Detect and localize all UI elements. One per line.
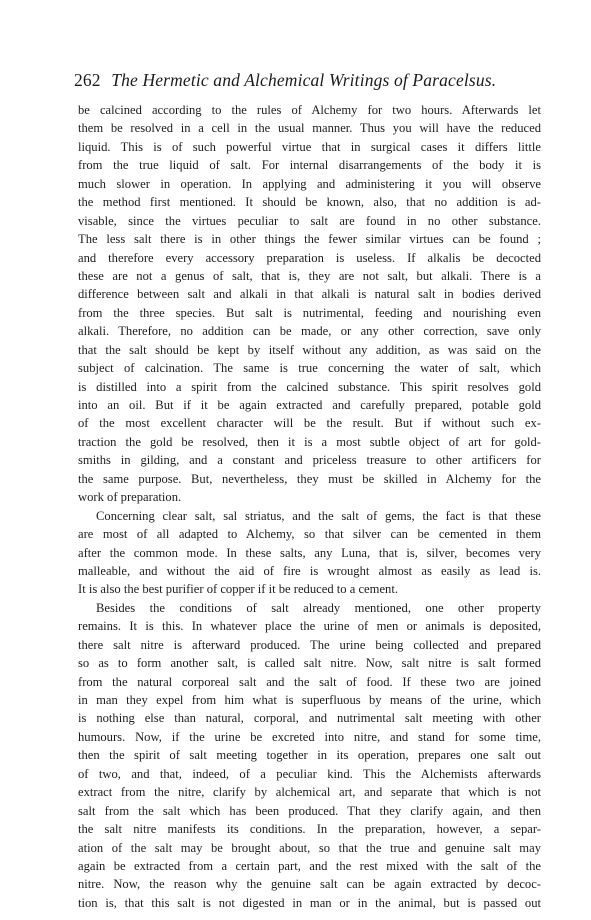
text-line: the salt nitre manifests its conditions. In the preparation, however, a separ- — [78, 822, 541, 837]
text-line: from the three species. But salt is nutrimental, feeding and nourishing even — [78, 305, 541, 320]
text-line: work of preparation. — [78, 490, 182, 505]
running-title: The Hermetic and Alchemical Writings of Paracelsus. — [111, 70, 497, 90]
text-line: from the true liquid of salt. For internal disarrangements of the body it is — [78, 158, 541, 173]
text-line: of two, and that, indeed, of a peculiar kind. This the Alchemists afterwards — [78, 766, 541, 781]
text-line: salt from the salt which has been produced. That they clarify again, and then — [78, 803, 541, 818]
text-line: Concerning clear salt, sal striatus, and the salt of gems, the fact is that these — [96, 508, 541, 523]
text-line: then the spirit of salt meeting together in its operation, prepares one salt out — [78, 748, 541, 763]
text-line: visable, since the virtues peculiar to salt are found in no other substance. — [78, 213, 541, 228]
text-line: malleable, and without the aid of fire is wrought almost as easily as lead is. — [78, 563, 541, 578]
text-line: of the most excellent character will be the result. But if without such ex- — [78, 416, 541, 431]
text-line: from the natural corporeal salt and the salt of food. If these two are joined — [78, 674, 541, 689]
body-text — [78, 101, 541, 912]
text-line: alkali. Therefore, no addition can be made, or any other correction, save only — [78, 324, 541, 339]
text-line: subject of calcination. The same is true concerning the water of salt, which — [78, 361, 541, 376]
text-line: are most of all adapted to Alchemy, so that silver can be cemented in them — [78, 527, 541, 542]
page-number: 262 — [74, 70, 101, 90]
text-line: smiths in gilding, and a constant and priceless treasure to other artificers for — [78, 453, 541, 468]
text-line: It is also the best purifier of copper if it be reduced to a cement. — [78, 582, 398, 597]
text-line: after the common mode. In these salts, any Luna, that is, silver, becomes very — [78, 545, 541, 560]
running-header — [74, 70, 544, 91]
text-line: remains. It is this. In whatever place the urine of men or animals is deposited, — [78, 619, 541, 634]
text-line: there salt nitre is afterward produced. The urine being collected and prepared — [78, 637, 541, 652]
text-line: these are not a genus of salt, that is, they are not salt, but alkali. There is a — [78, 268, 541, 283]
text-line: them be resolved in a cell in the usual manner. Thus you will have the reduced — [78, 121, 541, 136]
text-line: that the salt should be kept by itself without any addition, as was said on the — [78, 342, 541, 357]
text-line: again be extracted from a certain part, and the rest mixed with the salt of the — [78, 858, 541, 873]
text-line: extract from the nitre, clarify by alchemical art, and separate that which is not — [78, 785, 541, 800]
text-line: the same purpose. But, nevertheless, they must be skilled in Alchemy for the — [78, 471, 541, 486]
text-line: nitre. Now, the reason why the genuine salt can be again extracted by decoc- — [78, 877, 541, 892]
text-line: so as to form another salt, is called salt nitre. Now, salt nitre is salt formed — [78, 656, 541, 671]
text-line: is distilled into a spirit from the calcined substance. This spirit resolves gold — [78, 379, 541, 394]
text-line: be calcined according to the rules of Alchemy for two hours. Afterwards let — [78, 103, 541, 117]
text-line: is nothing else than natural, corporal, and nutrimental salt meeting with other — [78, 711, 541, 726]
text-line: Besides the conditions of salt already mentioned, one other property — [96, 600, 541, 615]
text-line: the method first mentioned. It should be known, also, that no addition is ad- — [78, 195, 541, 210]
text-line: tion is, that this salt is not digested in man or in the animal, but is passed out — [78, 895, 541, 910]
text-line: ation of the salt may be brought about, so that the true and genuine salt may — [78, 840, 541, 855]
text-line: The less salt there is in other things the fewer similar virtues can be found ; — [78, 232, 541, 247]
text-line: liquid. This is of such powerful virtue that in surgical cases it differs little — [78, 139, 541, 154]
text-line: and therefore every accessory preparation is useless. If alkalis be decocted — [78, 250, 541, 265]
text-line: difference between salt and alkali in that alkali is natural salt in bodies derived — [78, 287, 541, 302]
text-line: into an oil. But if it be again extracted and carefully prepared, potable gold — [78, 398, 541, 412]
text-line: in man they expel from him what is superfluous by means of the urine, which — [78, 693, 541, 707]
text-line: humours. Now, if the urine be excreted into nitre, and stand for some time, — [78, 729, 541, 744]
text-line: traction the gold be resolved, then it is a most subtle object of art for gold- — [78, 434, 541, 449]
text-line: much slower in operation. In applying and administering it you will observe — [78, 176, 541, 191]
